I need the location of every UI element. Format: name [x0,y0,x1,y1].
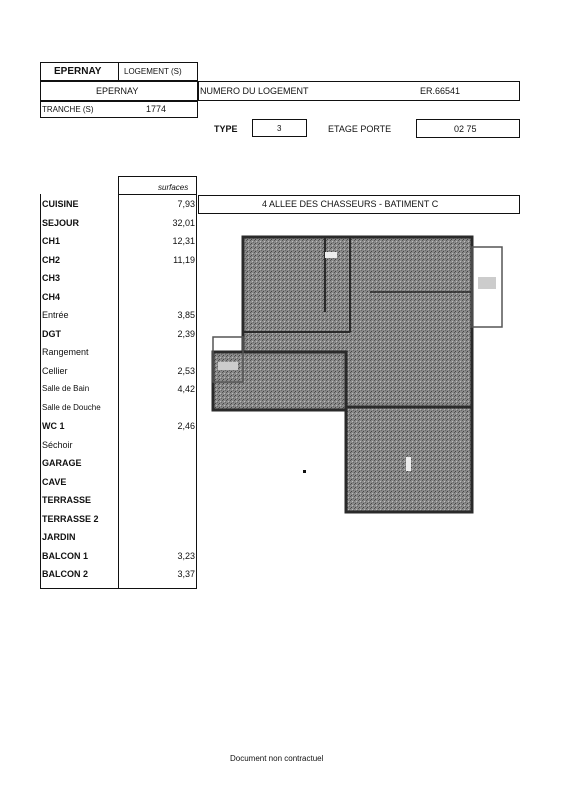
room-row [40,439,197,458]
room-row [40,513,197,532]
room-row [40,291,197,310]
room-row [40,254,197,273]
room-surface: 12,31 [172,236,195,246]
dot-mark [303,470,306,473]
room-label: TERRASSE [42,495,92,505]
etage-label: ETAGE PORTE [328,124,392,134]
room-row [40,568,197,587]
city-label: EPERNAY [54,66,102,77]
room-surface: 3,85 [177,310,195,320]
address-text: 4 ALLEE DES CHASSEURS - BATIMENT C [262,199,439,209]
room-surface: 2,46 [177,421,195,431]
room-row [40,309,197,328]
room-label: Entrée [42,310,69,320]
room-label: TERRASSE 2 [42,513,99,524]
room-label: Cellier [42,365,68,376]
room-label: JARDIN [42,532,76,542]
room-label: CH4 [42,291,61,302]
tranche-value: 1774 [146,104,167,114]
room-row [40,420,197,439]
room-row [40,235,197,254]
room-surface: 2,53 [177,365,195,376]
room-label: Séchoir [42,439,73,450]
room-label: CH1 [42,236,61,246]
room-label: BALCON 1 [42,550,89,561]
room-list [40,198,197,587]
room-row [40,494,197,513]
room-surface: 2,39 [177,328,195,339]
room-label: BALCON 2 [42,569,89,579]
room-row [40,457,197,476]
room-label: SEJOUR [42,217,80,228]
room-label: Salle de Bain [42,384,90,393]
room-row [40,198,197,217]
type-label: TYPE [214,124,238,134]
logement-label: LOGEMENT (S) [124,67,182,76]
room-label: GARAGE [42,458,82,468]
room-surface: 4,42 [177,384,195,394]
room-row [40,365,197,384]
tranche-label: TRANCHE (S) [42,105,94,114]
room-label: CAVE [42,476,67,487]
room-label: WC 1 [42,421,65,431]
room-surface: 7,93 [177,199,195,209]
room-row [40,531,197,550]
etage-value: 02 75 [454,124,477,134]
city-header-divider [118,62,119,81]
room-label: CH2 [42,254,61,265]
room-row [40,272,197,291]
type-value: 3 [277,124,282,133]
room-row [40,346,197,365]
surfaces-header: surfaces [158,183,189,192]
room-surface: 3,37 [177,569,195,579]
room-row [40,550,197,569]
room-label: DGT [42,328,61,339]
floorplan-image [210,232,520,517]
room-row [40,402,197,421]
room-row [40,476,197,495]
footer-text: Document non contractuel [230,754,324,763]
room-row [40,383,197,402]
rooms-bottom-border [40,588,197,589]
city2-label: EPERNAY [96,86,139,96]
room-surface: 32,01 [172,217,195,228]
room-label: CUISINE [42,199,79,209]
room-row [40,328,197,347]
room-label: Salle de Douche [42,402,101,412]
room-surface: 3,23 [177,550,195,561]
room-surface: 11,19 [173,254,195,265]
room-label: Rangement [42,347,89,357]
numero-label: NUMERO DU LOGEMENT [200,86,309,96]
numero-value: ER.66541 [420,86,461,96]
room-label: CH3 [42,273,61,283]
room-row [40,217,197,236]
surfaces-header-divider [118,194,197,195]
